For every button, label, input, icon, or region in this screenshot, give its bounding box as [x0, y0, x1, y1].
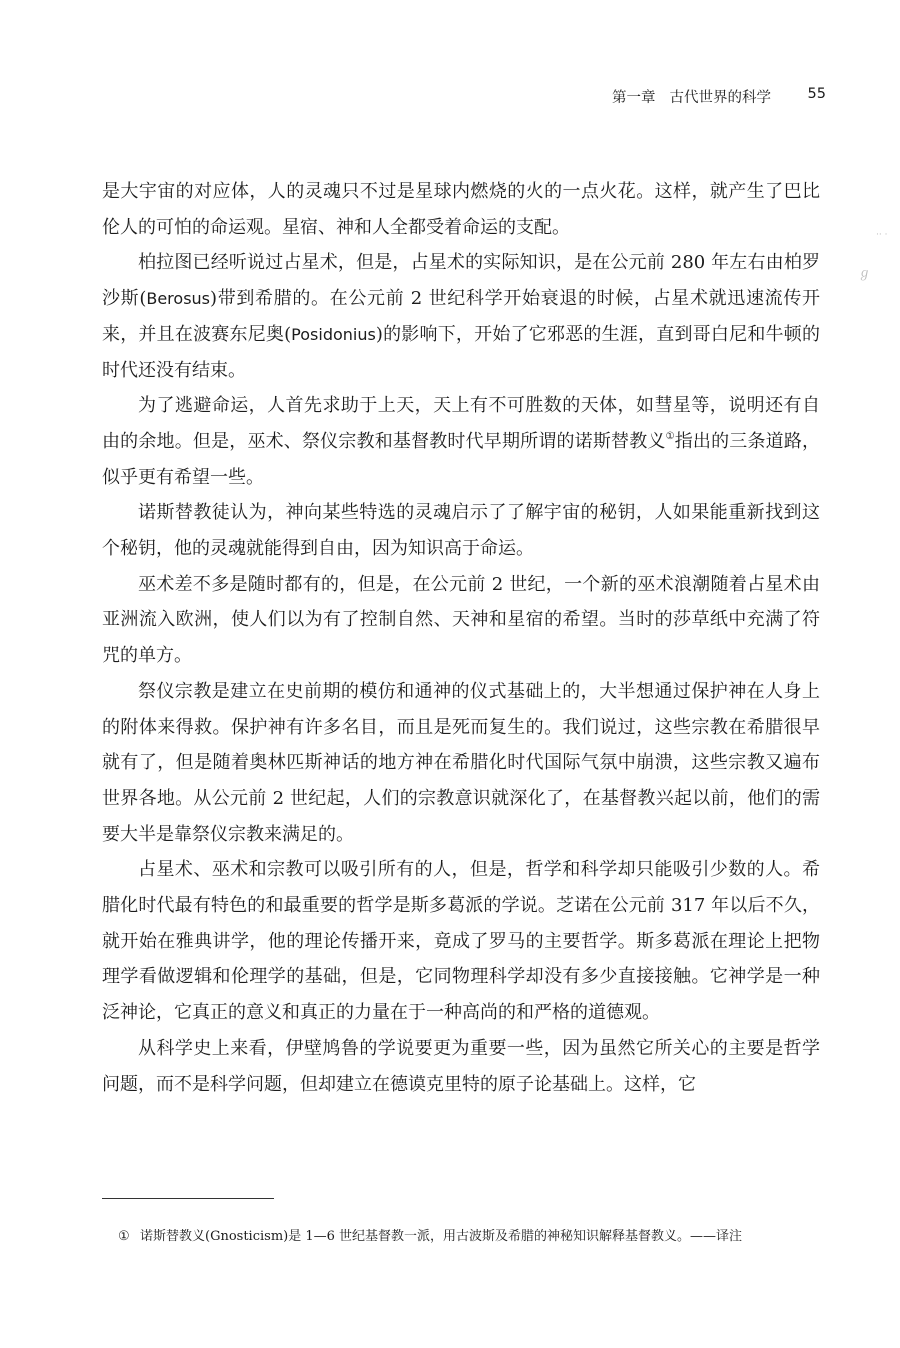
running-header: [612, 86, 826, 107]
footnote-reference[interactable]: ①: [665, 430, 675, 442]
chapter-title: [612, 86, 771, 107]
body-text: [102, 174, 820, 1102]
chapter-label: 第一章: [612, 90, 656, 106]
page-number: 55: [807, 86, 826, 102]
text-run: )的影响下，开始了它邪恶的生涯，直到哥白尼和牛顿的时代还没有结束。: [102, 323, 820, 381]
paragraph: 巫术差不多是随时都有的，但是，在公元前 2 世纪，一个新的巫术浪潮随着占星术由亚洲流入欧洲，使人们以为有了控制自然、天神和星宿的希望。当时的莎草纸中充满了符咒的单方。: [102, 573, 820, 667]
latin-term: Berosus: [146, 289, 211, 309]
paragraph: [102, 388, 820, 495]
latin-term: Posidonius: [291, 324, 376, 344]
paragraph: 是大宇宙的对应体，人的灵魂只不过是星球内燃烧的火的一点火花。这样，就产生了巴比伦人的可怕的命运观。星宿、神和人全都受着命运的支配。: [102, 181, 820, 238]
text-run: 柏拉图已经听说过占星术，但是，占星术的实际知识，是在公元前 280 年左右由柏罗沙斯(: [102, 252, 820, 310]
footnote-marker: ①: [118, 1229, 130, 1244]
paragraph: [102, 245, 820, 388]
text-run: 为了逃避命运，人首先求助于上天，天上有不可胜数的天体，如彗星等，说明还有自由的余地。但是，巫术、祭仪宗教和基督教时代早期所谓的诺斯替教义: [102, 395, 820, 452]
footnote-divider: [102, 1198, 274, 1199]
margin-speck: ·· ·: [876, 230, 888, 240]
paragraph: 从科学史上来看，伊壁鸠鲁的学说要更为重要一些，因为虽然它所关心的主要是哲学问题，而不是科学问题，但却建立在德谟克里特的原子论基础上。这样，它: [102, 1037, 820, 1095]
text-run: 指出的三条道路，似乎更有希望一些。: [102, 430, 821, 488]
footnote: [102, 1224, 820, 1249]
text-run: )带到希腊的。在公元前 2 世纪科学开始衰退的时候，占星术就迅速流传开来，并且在波赛东尼奥(: [102, 288, 820, 345]
paragraph: 诺斯替教徒认为，神向某些特选的灵魂启示了了解宇宙的秘钥，人如果能重新找到这个秘钥，他的灵魂就能得到自由，因为知识高于命运。: [102, 502, 820, 560]
paragraph: 祭仪宗教是建立在史前期的模仿和通神的仪式基础上的，大半想通过保护神在人身上的附体来得救。保护神有许多名目，而且是死而复生的。我们说过，这些宗教在希腊很早就有了，但是随着奥林匹斯神话的地方神在希腊化时代国际气氛中崩溃，这些宗教又遍布世界各地。从公元前 2 世纪起，人们的宗教意识就深化了，在基督教兴起以前，他们的需要大半是靠祭仪宗教来满足的。: [102, 680, 820, 845]
paragraph: 占星术、巫术和宗教可以吸引所有的人，但是，哲学和科学却只能吸引少数的人。希腊化时代最有特色的和最重要的哲学是斯多葛派的学说。芝诺在公元前 317 年以后不久，就开始在雅典讲学，他的理论传播开来，竟成了罗马的主要哲学。斯多葛派在理论上把物理学看做逻辑和伦理学的基础，但是，它同物理科学却没有多少直接接触。它神学是一种泛神论，它真正的意义和真正的力量在于一种高尚的和严格的道德观。: [102, 859, 820, 1024]
footnote-text: 诺斯替教义(Gnosticism)是 1—6 世纪基督教一派，用古波斯及希腊的神秘知识解释基督教义。——译注: [140, 1229, 743, 1244]
chapter-name: 古代世界的科学: [669, 90, 771, 106]
margin-speck: ℊ: [858, 266, 872, 281]
